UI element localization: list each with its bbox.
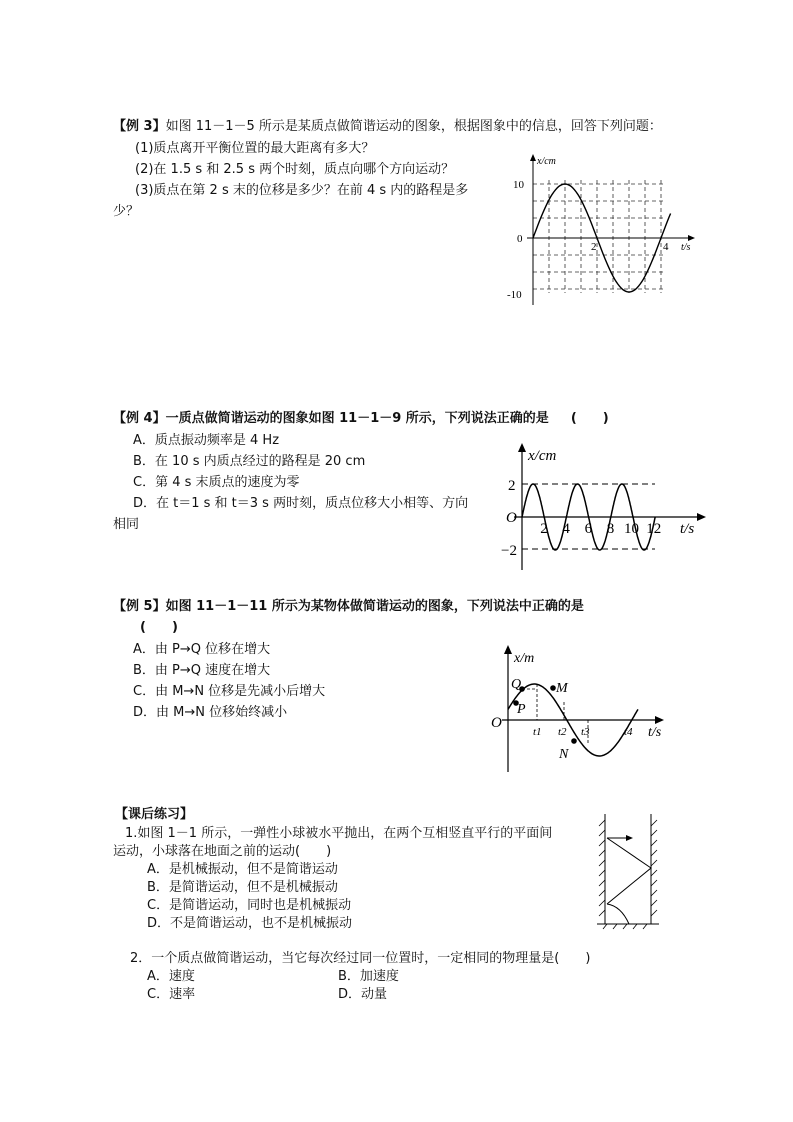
example-4-x-tick-4: 4 (562, 521, 570, 537)
example-4-stem (113, 410, 609, 427)
example-4-option-c: C．第 4 s 末质点的速度为零 (133, 475, 300, 490)
example-3-x-tick-4: 4 (663, 241, 669, 253)
example-4-y-label: x/cm (528, 448, 557, 464)
example-4-option-d-cont: 相同 (113, 517, 140, 532)
example-3-y-tick-10: 10 (513, 179, 524, 191)
example-5-stem (113, 598, 584, 615)
homework-q2-option-b: B．加速度 (338, 969, 399, 984)
example-4-option-d: D．在 t＝1 s 和 t＝3 s 两时刻，质点位移大小相等、方向 (133, 496, 469, 511)
homework-q2-option-d: D．动量 (338, 987, 388, 1002)
example-4-stem-text: 一质点做简谐运动的图象如图 11－1－9 所示，下列说法正确的是 (165, 411, 549, 426)
tick-t2: t2 (558, 726, 567, 738)
example-3-q3: (3)质点在第 2 s 末的位移是多少？在前 4 s 内的路程是多 (135, 183, 469, 198)
example-3-x-label: t/s (681, 242, 691, 253)
tick-t4: t4 (624, 726, 633, 738)
example-3-x-tick-2: 2 (591, 241, 597, 253)
point-q-label: Q (511, 677, 522, 692)
tick-t3: t3 (581, 726, 590, 738)
tick-t1: t1 (533, 726, 542, 738)
example-5-origin: O (491, 715, 502, 731)
homework-q2-stem: 2．一个质点做简谐运动，当它每次经过同一位置时，一定相同的物理量是( ) (130, 951, 591, 966)
example-4-answer-blank: ( ) (570, 411, 609, 426)
example-4-option-a: A．质点振动频率是 4 Hz (133, 433, 280, 448)
homework-q2-option-a: A．速度 (147, 969, 195, 984)
example-5-y-label: x/m (514, 651, 535, 666)
example-3-title: 【例 3】 (113, 119, 166, 134)
point-m-label: M (556, 681, 568, 696)
homework-title: 【课后练习】 (115, 807, 194, 822)
homework-q1-stem-cont: 运动，小球落在地面之前的运动( ) (113, 844, 332, 859)
example-4-x-tick-10: 10 (624, 521, 639, 537)
example-4-x-tick-12: 12 (646, 521, 662, 537)
example-4-x-label: t/s (680, 521, 695, 537)
homework-q1-option-b: B．是简谐运动，但不是机械振动 (147, 880, 338, 895)
example-4-origin: O (506, 510, 517, 526)
example-3-q1: (1)质点离开平衡位置的最大距离有多大？ (135, 141, 375, 156)
example-4-graph (500, 440, 710, 575)
example-4-option-b: B．在 10 s 内质点经过的路程是 20 cm (133, 454, 366, 469)
point-n-marker (571, 738, 577, 744)
point-p-label: P (517, 702, 526, 717)
example-4-y-tick-neg2: −2 (501, 543, 517, 559)
example-5-option-d: D．由 M→N 位移始终减小 (133, 705, 288, 720)
homework-q1-option-d: D．不是简谐运动，也不是机械振动 (147, 916, 353, 931)
homework-q1-stem: 1.如图 1－1 所示，一弹性小球被水平抛出，在两个互相竖直平行的平面间 (125, 826, 553, 841)
example-5-option-b: B．由 P→Q 速度在增大 (133, 663, 271, 678)
homework-q2-option-c: C．速率 (147, 987, 196, 1002)
example-4-x-tick-6: 6 (584, 521, 593, 537)
example-4-y-tick-2: 2 (508, 478, 516, 494)
example-5-option-a: A．由 P→Q 位移在增大 (133, 642, 271, 657)
example-5-x-label: t/s (648, 725, 662, 740)
example-3-stem (113, 118, 662, 135)
example-5-graph (488, 640, 678, 775)
example-5-option-c: C．由 M→N 位移是先减小后增大 (133, 684, 326, 699)
example-5-answer-blank: ( ) (140, 620, 178, 635)
example-3-origin: 0 (517, 233, 523, 245)
homework-q1-option-c: C．是简谐运动，同时也是机械振动 (147, 898, 352, 913)
example-5-stem-text: 如图 11－1－11 所示为某物体做简谐运动的图象，下列说法中正确的是 (165, 599, 584, 614)
homework-q1-figure (593, 812, 665, 930)
example-3-q2: (2)在 1.5 s 和 2.5 s 两个时刻，质点向哪个方向运动？ (135, 162, 455, 177)
homework-q1-option-a: A．是机械振动，但不是简谐运动 (147, 862, 338, 877)
example-4-title: 【例 4】 (113, 411, 166, 426)
example-4-x-tick-2: 2 (540, 521, 548, 537)
point-n-label: N (559, 747, 569, 762)
example-5-title: 【例 5】 (113, 599, 166, 614)
example-4-x-tick-8: 8 (606, 521, 615, 537)
example-3-stem-text: 如图 11－1－5 所示是某质点做简谐运动的图象，根据图象中的信息，回答下列问题： (165, 119, 662, 134)
point-m-marker (550, 685, 556, 691)
example-3-q3-cont: 少？ (113, 204, 140, 219)
example-3-y-tick-neg10: -10 (507, 289, 522, 301)
example-3-y-label: x/cm (537, 156, 556, 167)
example-3-graph (505, 150, 705, 310)
